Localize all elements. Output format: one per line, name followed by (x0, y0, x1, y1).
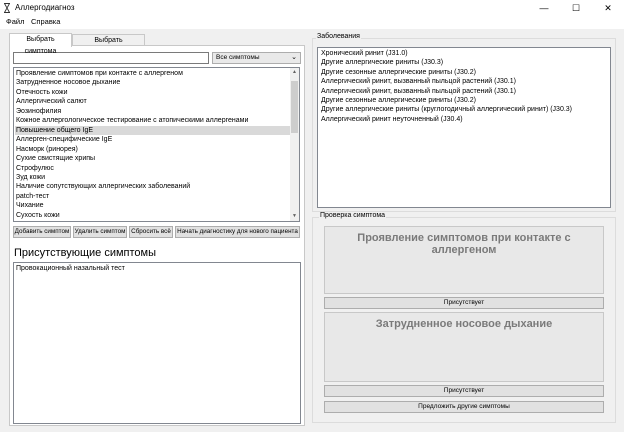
symptom-filter-select[interactable] (212, 52, 301, 64)
list-item[interactable]: Зуд кожи (16, 173, 46, 181)
menu-file[interactable]: Файл (6, 17, 25, 26)
list-item[interactable]: Другие аллергические риниты (круглогодичный аллергический ринит) (J30.3) (321, 106, 573, 114)
list-item[interactable]: Отечность кожи (16, 88, 68, 96)
menu-bar (0, 16, 624, 29)
scroll-down-icon[interactable]: ▼ (292, 213, 297, 219)
list-item[interactable]: Затрудненное носовое дыхание (16, 79, 121, 87)
list-item[interactable]: Наличие сопутствующих аллергических заболеваний (16, 183, 191, 191)
list-item[interactable]: Проявление симптомов при контакте с аллергеном (16, 70, 183, 77)
window-title: Аллергодиагноз (15, 3, 75, 12)
list-item[interactable]: Сухие свистящие хрипы (16, 155, 96, 163)
list-item[interactable]: Кожное аллергологическое тестирование с атопическими аллергенами (16, 117, 249, 125)
card-1-symptom-text: Проявление симптомов при контакте с аллергеном (357, 232, 571, 256)
chevron-down-icon: ⌄ (291, 54, 297, 61)
symptom-check-card-2 (324, 312, 604, 382)
maximize-button[interactable]: ☐ (571, 3, 581, 13)
tab-select-disease[interactable]: Выбрать (72, 34, 145, 47)
list-item[interactable]: Другие аллергические риниты (J30.3) (321, 59, 444, 67)
symptom-check-group-title: Проверка симптома (320, 212, 386, 219)
close-button[interactable]: ✕ (604, 3, 612, 13)
diseases-group-title: Заболевания (317, 33, 360, 40)
reset-all-button[interactable]: Сбросить всё (129, 226, 173, 238)
list-item[interactable]: Аллергический ринит, вызванный пыльцой растений (J30.1) (321, 78, 516, 86)
list-item[interactable]: Аллергический ринит неуточненный (J30.4) (321, 115, 463, 123)
present-button-2[interactable]: Присутствует (324, 385, 604, 397)
list-item[interactable]: Другие сезонные аллергические риниты (J30.2) (321, 97, 476, 104)
list-item[interactable]: Аллергический ринит, вызванный пыльцой растений (J30.1) (321, 87, 516, 95)
menu-help[interactable]: Справка (31, 17, 61, 26)
list-item[interactable]: Провокационный назальный тест (16, 265, 125, 272)
filter-selected-value: Все симптомы (216, 54, 260, 61)
list-item[interactable]: Насморк (ринорея) (16, 145, 78, 153)
new-patient-button[interactable]: Начать диагностику для нового пациента (175, 226, 300, 238)
list-item[interactable]: patch-тест (16, 192, 50, 200)
list-item[interactable]: Строфулюс (16, 164, 54, 172)
list-item[interactable]: Аллергический салют (16, 98, 87, 106)
card-2-symptom-text: Затрудненное носовое дыхание (375, 318, 553, 330)
symptom-list-scrollbar[interactable] (290, 68, 299, 221)
list-item[interactable]: Аллерген-специфические IgE (16, 136, 113, 144)
present-symptoms-heading: Присутствующие симптомы (14, 247, 157, 259)
list-item[interactable]: Другие сезонные аллергические риниты (J30.2) (321, 68, 476, 76)
app-hourglass-icon (3, 3, 11, 13)
add-symptom-button[interactable]: Добавить симптом (13, 226, 71, 238)
scroll-thumb[interactable] (291, 81, 298, 133)
title-bar (0, 0, 624, 16)
list-item[interactable]: Эозинофилия (16, 107, 62, 115)
scroll-up-icon[interactable]: ▲ (292, 69, 297, 75)
symptom-list[interactable] (13, 67, 300, 222)
list-item[interactable]: Хронический ринит (J31.0) (321, 50, 408, 57)
suggest-other-symptoms-button[interactable]: Предложить другие симптомы (324, 401, 604, 413)
present-symptoms-list[interactable] (13, 262, 301, 424)
minimize-button[interactable]: — (539, 3, 549, 13)
list-item[interactable]: Сухость кожи (16, 211, 60, 219)
diseases-list[interactable] (317, 47, 611, 208)
symptom-check-card-1 (324, 226, 604, 294)
list-item[interactable]: Чихание (16, 202, 44, 210)
present-button-1[interactable]: Присутствует (324, 297, 604, 309)
remove-symptom-button[interactable]: Удалить симптом (73, 226, 127, 238)
tab-select-symptom[interactable]: Выбрать симптома (9, 33, 72, 47)
list-item[interactable]: Повышение общего IgE (15, 126, 290, 136)
